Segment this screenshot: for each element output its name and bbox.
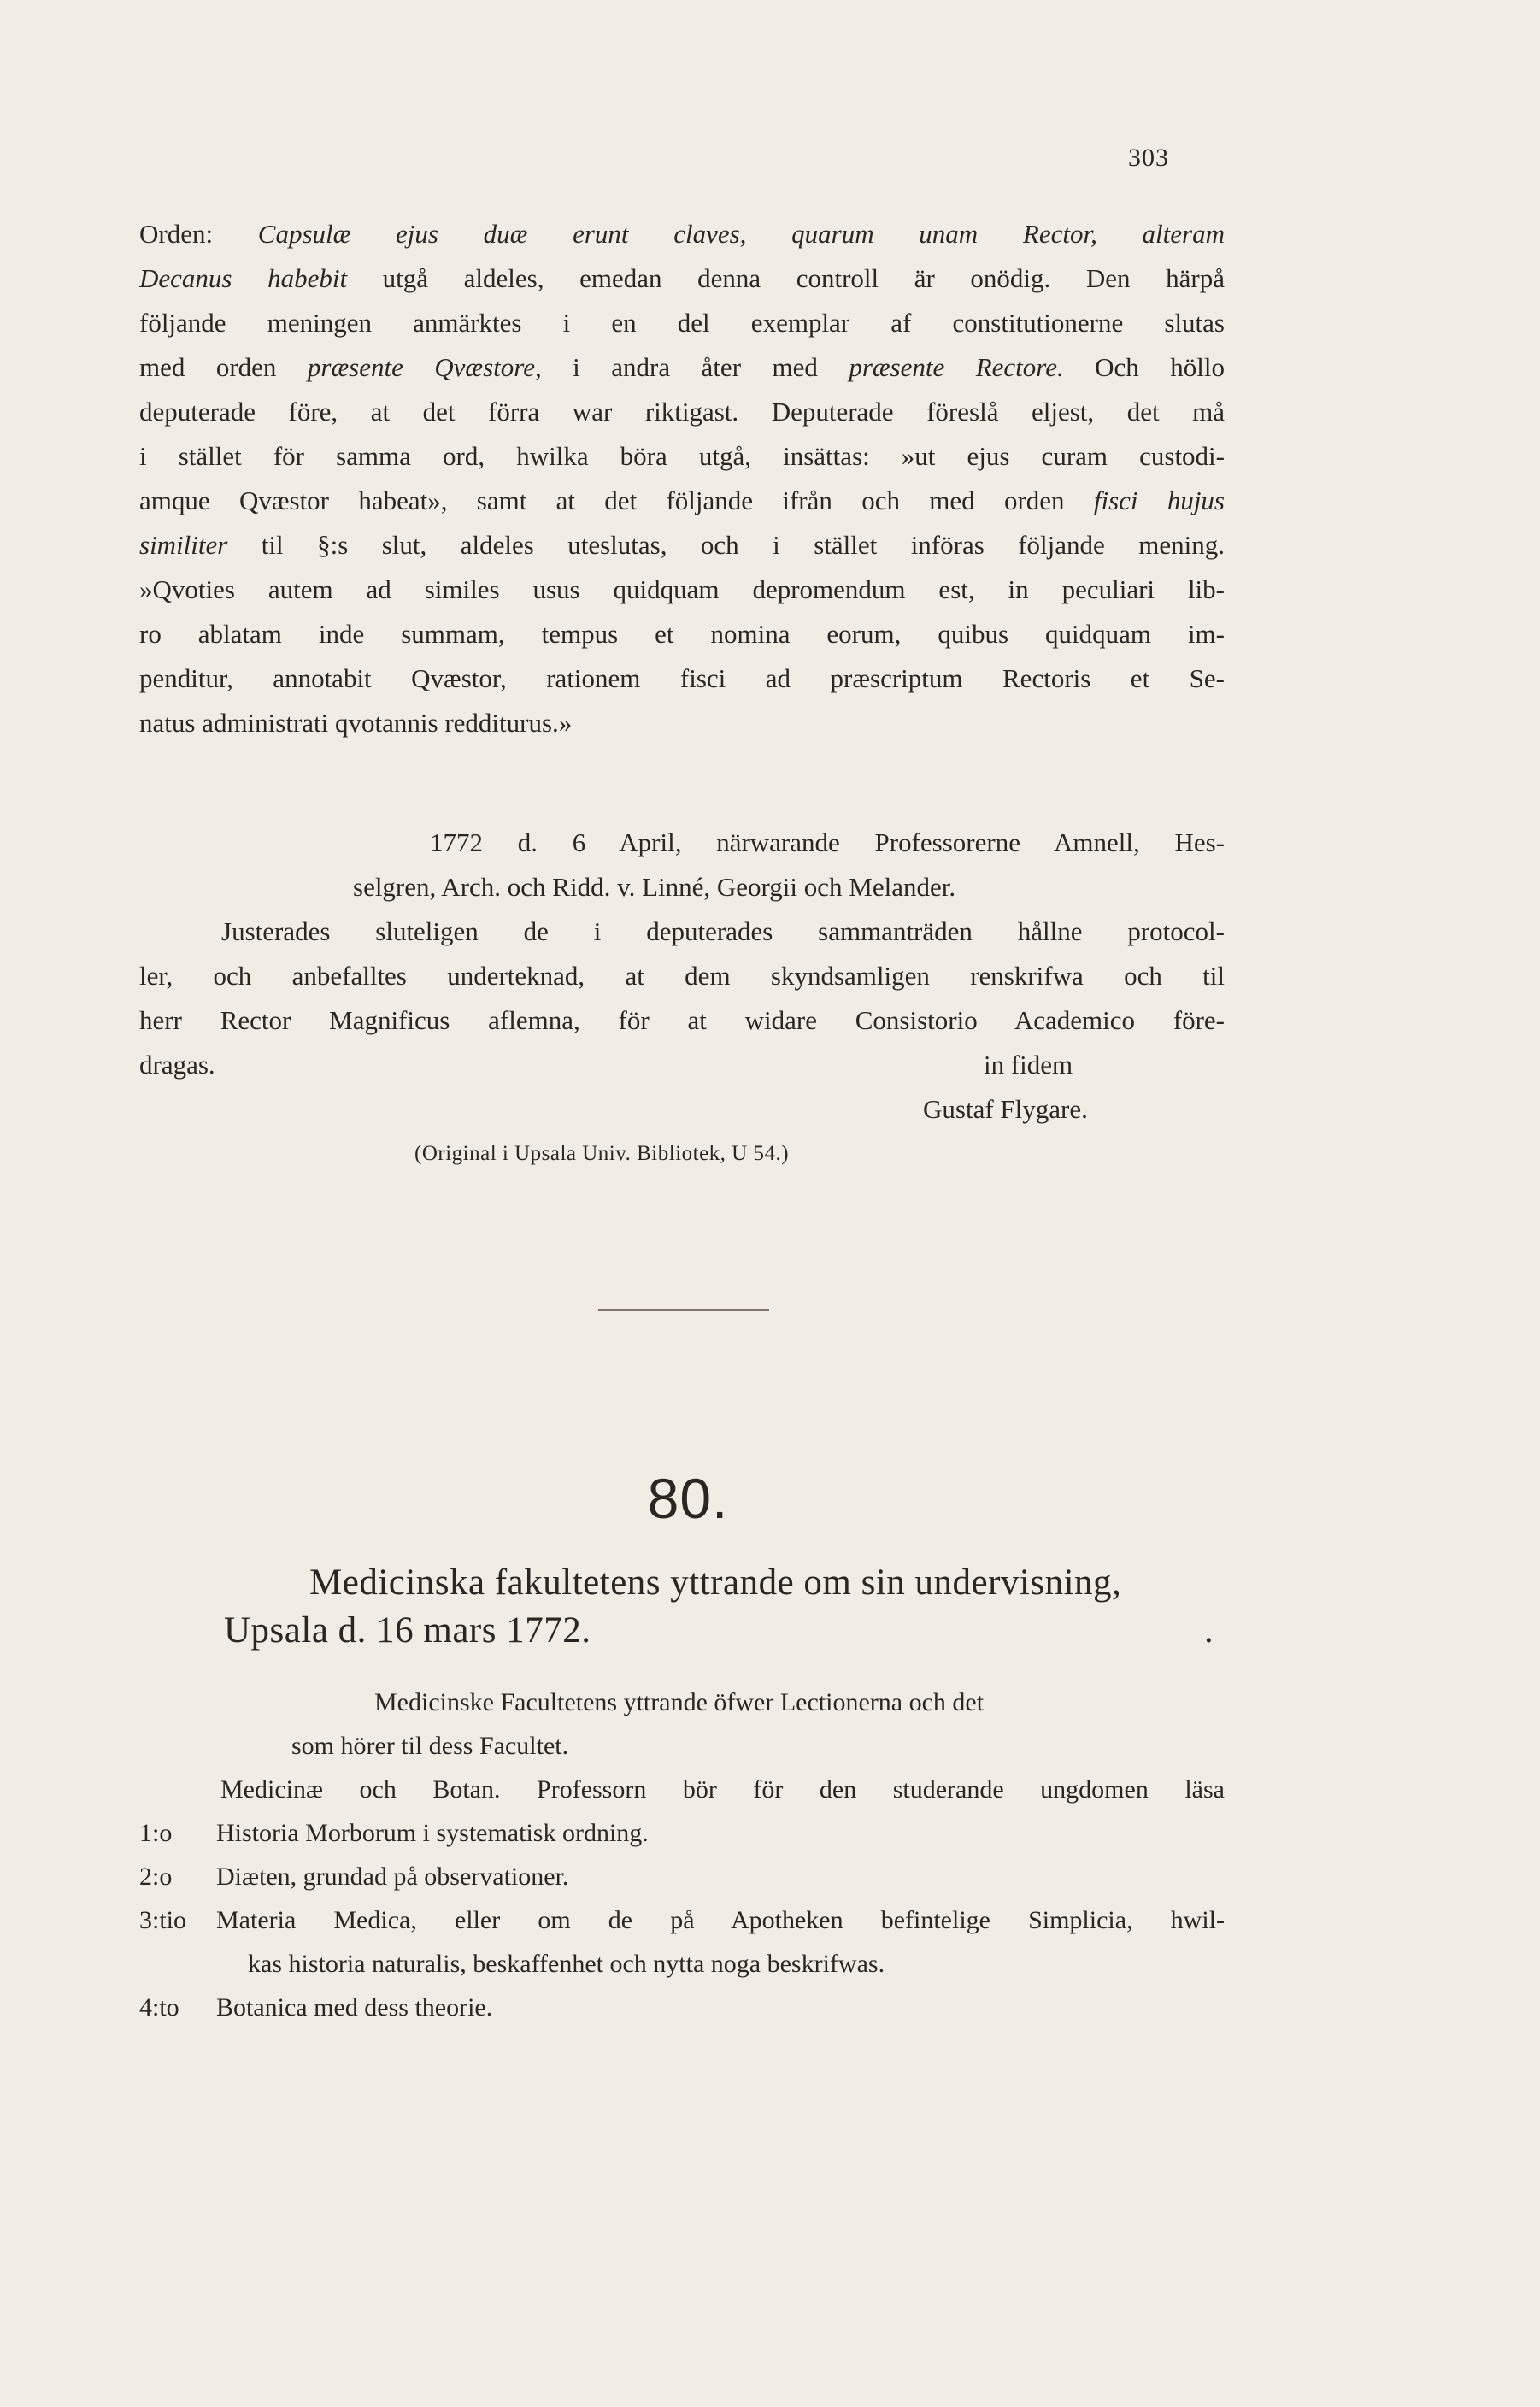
- document-number: 80.: [647, 1467, 729, 1530]
- list-item-number: 2:o: [139, 1863, 173, 1891]
- faculty-statement: [139, 1680, 1225, 2029]
- list-item-text: Historia Morborum i systematisk ordning.: [216, 1819, 649, 1847]
- text: i andra åter med: [541, 352, 849, 382]
- protocol-line-5: herr Rector Magnificus aflemna, för at widare Consistorio Academico före-: [139, 1005, 1225, 1035]
- page-number: 303: [1128, 144, 1169, 172]
- orden-line: [139, 212, 1225, 256]
- statement-intro: Medicinæ och Botan. Professorn bör för den studerande ungdomen läsa: [220, 1775, 1225, 1804]
- orden-line: [139, 479, 1225, 523]
- list-item-text: Botanica med dess theorie.: [216, 1993, 493, 2022]
- italic-text: similiter: [139, 530, 228, 560]
- statement-heading-1: Medicinske Facultetens yttrande öfwer Lectionerna och det: [374, 1688, 985, 1716]
- text: amque Qvæstor habeat», samt at det följande ifrån och med orden: [139, 486, 1094, 515]
- orden-line: [139, 656, 1225, 701]
- title-line-1: Medicinska fakultetens yttrande om sin undervisning,: [309, 1562, 1122, 1603]
- list-item-number: 3:tio: [139, 1906, 187, 1934]
- document-title: [224, 1559, 1232, 1655]
- orden-line: [139, 301, 1225, 345]
- list-item: [139, 1986, 1225, 2029]
- list-item: [139, 1855, 1225, 1898]
- text: »Qvoties autem ad similes usus quidquam depromendum est, in peculiari lib-: [139, 574, 1225, 604]
- italic-text: præsente Rectore.: [849, 352, 1064, 382]
- orden-line: [139, 568, 1225, 612]
- italic-text: Capsulæ ejus duæ erunt claves, quarum unam Rector, alteram: [257, 219, 1225, 249]
- paragraph-orden: [139, 212, 1225, 745]
- text: följande meningen anmärktes i en del exemplar af constitutionerne slutas: [139, 308, 1225, 338]
- protocol-line-6: [139, 1043, 1225, 1087]
- orden-line: [139, 612, 1225, 656]
- list-item-text: Diæten, grundad på observationer.: [216, 1863, 569, 1891]
- list-item: [139, 1811, 1225, 1855]
- text: ro ablatam inde summam, tempus et nomina eorum, quibus quidquam im-: [139, 619, 1225, 649]
- italic-text: Decanus habebit: [139, 263, 348, 293]
- list-item-number: 4:to: [139, 1993, 179, 2022]
- list-item-text: Materia Medica, eller om de på Apotheken befintelige Simplicia, hwil-: [216, 1906, 1225, 1934]
- text: med orden: [139, 352, 308, 382]
- text: i stället för samma ord, hwilka böra utgå, insättas: »ut ejus curam custodi-: [139, 441, 1225, 471]
- protocol-line-2: selgren, Arch. och Ridd. v. Linné, Georgii och Melander.: [353, 872, 956, 902]
- italic-text: præsente Qvæstore,: [307, 352, 542, 382]
- protocol-line-1: 1772 d. 6 April, närwarande Professorerne Amnell, Hes-: [430, 827, 1225, 857]
- text: deputerade före, at det förra war riktigast. Deputerade föreslå eljest, det må: [139, 397, 1225, 427]
- source-note: (Original i Upsala Univ. Bibliotek, U 54.): [414, 1142, 790, 1165]
- list-item-text: kas historia naturalis, beskaffenhet och nytta noga beskrifwas.: [248, 1950, 885, 1978]
- text: Och höllo: [1063, 352, 1225, 382]
- section-divider: [598, 1309, 769, 1311]
- text: til §:s slut, aldeles uteslutas, och i stället införas följande mening.: [227, 530, 1225, 560]
- orden-line: [139, 434, 1225, 479]
- in-fidem: in fidem: [984, 1050, 1073, 1080]
- title-dot: .: [1204, 1610, 1214, 1651]
- orden-line: [139, 256, 1225, 301]
- orden-line: [139, 523, 1225, 568]
- text: utgå aldeles, emedan denna controll är onödig. Den härpå: [347, 263, 1225, 293]
- title-line-2: [224, 1607, 1232, 1655]
- orden-line: [139, 345, 1225, 390]
- list-item: [139, 1898, 1225, 1942]
- orden-line: [139, 390, 1225, 434]
- list-item-number: 1:o: [139, 1819, 173, 1847]
- text: natus administrati qvotannis redditurus.»: [139, 708, 573, 738]
- orden-line: [139, 701, 1225, 745]
- course-list: [139, 1811, 1225, 2029]
- signature: Gustaf Flygare.: [923, 1094, 1088, 1124]
- protocol-line-6-left: dragas.: [139, 1050, 215, 1080]
- title-line-2-text: Upsala d. 16 mars 1772.: [224, 1610, 591, 1651]
- list-item: [139, 1942, 1225, 1986]
- text: penditur, annotabit Qvæstor, rationem fisci ad præscriptum Rectoris et Se-: [139, 663, 1225, 693]
- protocol-line-3: Justerades sluteligen de i deputerades sammanträden hållne protocol-: [221, 916, 1225, 946]
- statement-heading-2: som hörer til dess Facultet.: [291, 1732, 569, 1760]
- paragraph-protocol: [139, 821, 1225, 1176]
- protocol-line-4: ler, och anbefalltes underteknad, at dem skyndsamligen renskrifwa och til: [139, 961, 1225, 991]
- italic-text: fisci hujus: [1093, 486, 1225, 515]
- text: Orden:: [139, 219, 258, 249]
